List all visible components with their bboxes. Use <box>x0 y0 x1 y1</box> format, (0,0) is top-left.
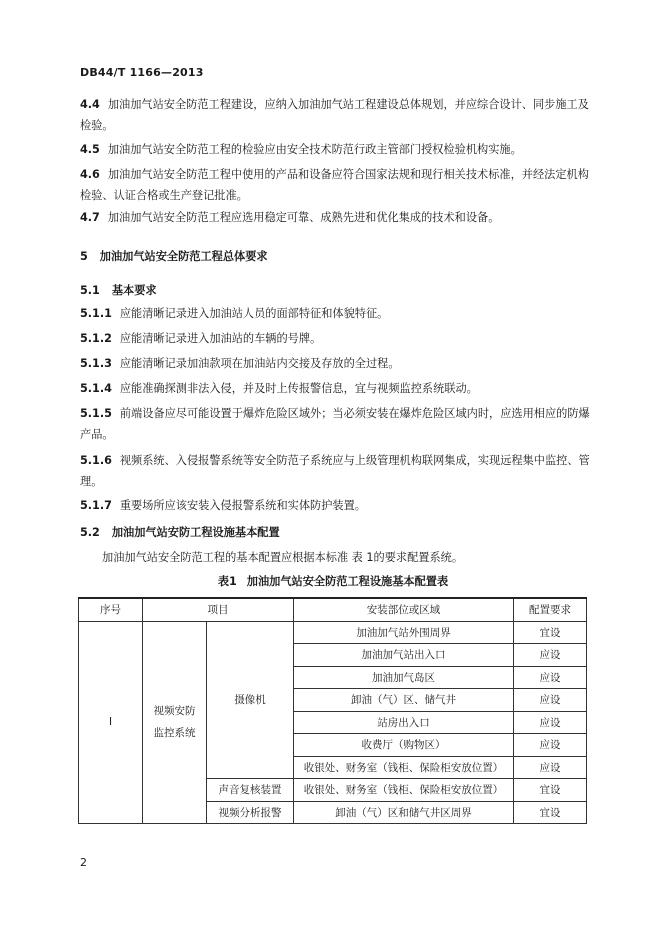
location-cell: 加油加气站出入口 <box>294 644 514 667</box>
seq-cell: I <box>79 621 143 824</box>
clause-text: 前端设备应尽可能设置于爆炸危险区域外；当必须安装在爆炸危险区域内时，应选用相应的防爆产品。 <box>80 407 590 441</box>
table-caption-number: 表1 <box>217 575 237 588</box>
clause-5-1-2 <box>80 328 600 349</box>
table-header-row <box>79 598 587 621</box>
section-number: 5.1 <box>80 284 100 297</box>
requirement-cell: 宜设 <box>514 621 587 644</box>
system-line: 监控系统 <box>153 727 196 740</box>
clause-number: 5.1.1 <box>80 307 112 320</box>
section-number: 5 <box>80 250 88 263</box>
location-cell: 加油加气站外围周界 <box>294 621 514 644</box>
clause-text: 视频系统、入侵报警系统等安全防范子系统应与上级管理机构联网集成，实现远程集中监控、管理。 <box>80 454 590 488</box>
clause-4-4 <box>80 94 600 136</box>
section-title: 基本要求 <box>111 284 157 297</box>
clause-number: 4.7 <box>80 211 100 224</box>
clause-text: 应能清晰记录加油款项在加油站内交接及存放的全过程。 <box>119 357 400 370</box>
clause-number: 4.6 <box>80 168 100 181</box>
clause-text: 应能清晰记录进入加油站人员的面部特征和体貌特征。 <box>119 307 389 320</box>
clause-number: 5.1.4 <box>80 382 112 395</box>
clause-5-1-7 <box>80 495 600 516</box>
requirement-cell: 宜设 <box>514 801 587 824</box>
clause-number: 5.1.6 <box>80 454 112 467</box>
clause-number: 5.1.5 <box>80 407 112 420</box>
page-number: 2 <box>80 856 87 869</box>
clause-4-6 <box>80 164 600 206</box>
table-row <box>79 621 587 644</box>
clause-number: 5.1.2 <box>80 332 112 345</box>
clause-5-1-1 <box>80 303 600 324</box>
section-5-heading <box>80 248 268 264</box>
header-requirement: 配置要求 <box>514 598 587 621</box>
clause-text: 加油加气站安全防范工程建设，应纳入加油加气站工程建设总体规划，并应综合设计、同步施工及检验。 <box>80 98 589 132</box>
requirement-cell: 宜设 <box>514 779 587 802</box>
location-cell: 站房出入口 <box>294 711 514 734</box>
clause-5-1-5 <box>80 403 600 445</box>
header-item: 项目 <box>143 598 294 621</box>
section-5-2-intro: 加油加气站安全防范工程的基本配置应根据本标准 表 1的要求配置系统。 <box>102 551 464 564</box>
clause-text: 应能清晰记录进入加油站的车辆的号牌。 <box>119 332 322 345</box>
header-seq: 序号 <box>79 598 143 621</box>
clause-4-5 <box>80 139 600 160</box>
location-cell: 收银处、财务室（钱柜、保险柜安放位置） <box>294 756 514 779</box>
system-line: 视频安防 <box>153 705 196 718</box>
camera-cell: 摄像机 <box>207 621 294 779</box>
clause-text: 重要场所应该安装入侵报警系统和实体防护装置。 <box>119 499 366 512</box>
section-5-2-heading <box>80 524 280 540</box>
clause-5-1-6 <box>80 450 600 492</box>
requirement-cell: 应设 <box>514 644 587 667</box>
requirement-cell: 应设 <box>514 689 587 712</box>
section-number: 5.2 <box>80 526 100 539</box>
clause-number: 4.4 <box>80 98 100 111</box>
requirement-cell: 应设 <box>514 666 587 689</box>
system-cell <box>143 621 207 824</box>
clause-number: 5.1.7 <box>80 499 112 512</box>
clause-5-1-3 <box>80 353 600 374</box>
device-cell: 视频分析报警 <box>207 801 294 824</box>
section-title: 加油加气站安全防范工程总体要求 <box>99 250 268 263</box>
section-5-1-heading <box>80 282 157 298</box>
location-cell: 收费厅（购物区） <box>294 734 514 757</box>
requirement-cell: 应设 <box>514 711 587 734</box>
clause-text: 加油加气站安全防范工程应选用稳定可靠、成熟先进和优化集成的技术和设备。 <box>107 211 500 224</box>
clause-4-7 <box>80 207 600 228</box>
clause-number: 5.1.3 <box>80 357 112 370</box>
clause-number: 4.5 <box>80 143 100 156</box>
location-cell: 收银处、财务室（钱柜、保险柜安放位置） <box>294 779 514 802</box>
location-cell: 加油加气岛区 <box>294 666 514 689</box>
requirement-cell: 应设 <box>514 756 587 779</box>
requirement-cell: 应设 <box>514 734 587 757</box>
table-caption <box>0 573 666 589</box>
clause-text: 加油加气站安全防范工程的检验应由安全技术防范行政主管部门授权检验机构实施。 <box>107 143 522 156</box>
location-cell: 卸油（气）区、储气井 <box>294 689 514 712</box>
header-location: 安装部位或区域 <box>294 598 514 621</box>
clause-text: 应能准确探测非法入侵，并及时上传报警信息，宜与视频监控系统联动。 <box>119 382 478 395</box>
standard-code: DB44/T 1166—2013 <box>80 66 204 79</box>
clause-5-1-4 <box>80 378 600 399</box>
table-caption-title: 加油加气站安全防范工程设施基本配置表 <box>246 575 449 588</box>
section-title: 加油加气站安防工程设施基本配置 <box>111 526 280 539</box>
configuration-table <box>78 597 587 824</box>
clause-text: 加油加气站安全防范工程中使用的产品和设备应符合国家法规和现行相关技术标准，并经法定机构检验、认证合格或生产登记批准。 <box>80 168 589 202</box>
device-cell: 声音复核装置 <box>207 779 294 802</box>
location-cell: 卸油（气）区和储气井区周界 <box>294 801 514 824</box>
